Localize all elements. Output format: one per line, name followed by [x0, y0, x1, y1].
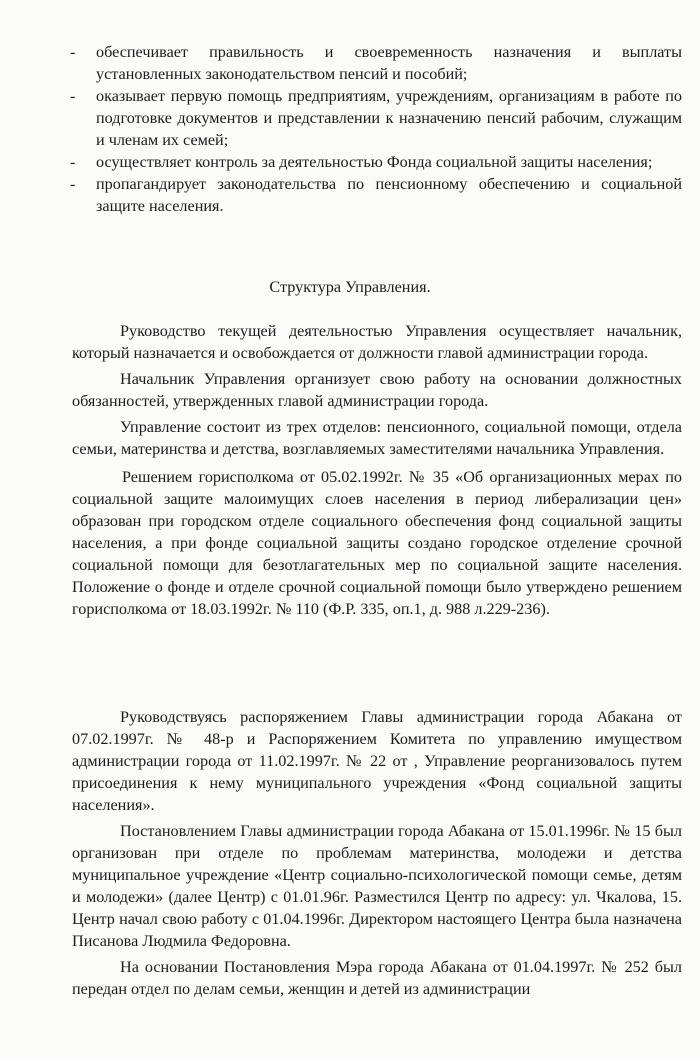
duties-list: [70, 41, 682, 217]
paragraph: Управление состоит из трех отделов: пенсионного, социальной помощи, отдела семьи, материнства и детства, возглавляемых заместителями начальника Управления.: [72, 418, 682, 458]
bullet-dash: -: [70, 175, 76, 193]
list-item-text: осуществляет контроль за деятельностью Фонда социальной защиты населения;: [96, 153, 653, 171]
structure-text-block: [72, 320, 682, 620]
bullet-dash: -: [70, 43, 76, 61]
paragraph: Начальник Управления организует свою работу на основании должностных обязанностей, утвержденных главой администрации города.: [72, 370, 682, 410]
list-item: [70, 151, 682, 173]
list-item-text: оказывает первую помощь предприятиям, учреждениям, организациям в работе по подготовке документов и представлении к назначению пенсий рабочим, служащим и членам их семей;: [96, 87, 682, 149]
paragraph: Руководствуясь распоряжением Главы администрации города Абакана от 07.02.1997г. № 48-р и Распоряжением Комитета по управлению имуществом администрации города от 11.02.1997г. № 22 от , Управление реорганизовалось путем присоединения к нему муниципального учреждения «Фонд социальной защиты населения».: [72, 708, 682, 814]
paragraph: На основании Постановления Мэра города Абакана от 01.04.1997г. № 252 был передан отдел по делам семьи, женщин и детей из администрации: [72, 958, 682, 998]
bullet-dash: -: [70, 87, 76, 105]
history-text-block: [72, 706, 682, 1000]
section-heading: Структура Управления.: [269, 278, 431, 296]
list-item: [70, 85, 682, 151]
list-item: [70, 41, 682, 85]
paragraph: Руководство текущей деятельностью Управления осуществляет начальник, который назначается и освобождается от должности главой администрации города.: [72, 322, 682, 362]
list-item: [70, 173, 682, 217]
paragraph: Решением горисполкома от 05.02.1992г. № 35 «Об организационных мерах по социальной защите малоимущих слоев населения в период либерализации цен» образован при городском отделе социального обеспечения фонд социальной защиты населения, а при фонде социальной защиты создано городское отделение срочной социальной помощи для безотлагательных мер по социальной защите населения. Положение о фонде и отделе срочной социальной помощи было утверждено решением горисполкома от 18.03.1992г. № 110 (Ф.Р. 335, оп.1, д. 988 л.229-236).: [72, 468, 682, 618]
bullet-dash: -: [70, 153, 76, 171]
list-item-text: обеспечивает правильность и своевременность назначения и выплаты установленных законодательством пенсий и пособий;: [96, 43, 682, 83]
list-item-text: пропагандирует законодательства по пенсионному обеспечению и социальной защите населения.: [96, 175, 682, 215]
paragraph: Постановлением Главы администрации города Абакана от 15.01.1996г. № 15 был организован при отделе по проблемам материнства, молодежи и детства муниципальное учреждение «Центр социально-психологической помощи семье, детям и молодежи» (далее Центр) с 01.01.96г. Разместился Центр по адресу: ул. Чкалова, 15. Центр начал свою работу с 01.04.1996г. Директором настоящего Центра была назначена Писанова Людмила Федоровна.: [72, 822, 682, 950]
